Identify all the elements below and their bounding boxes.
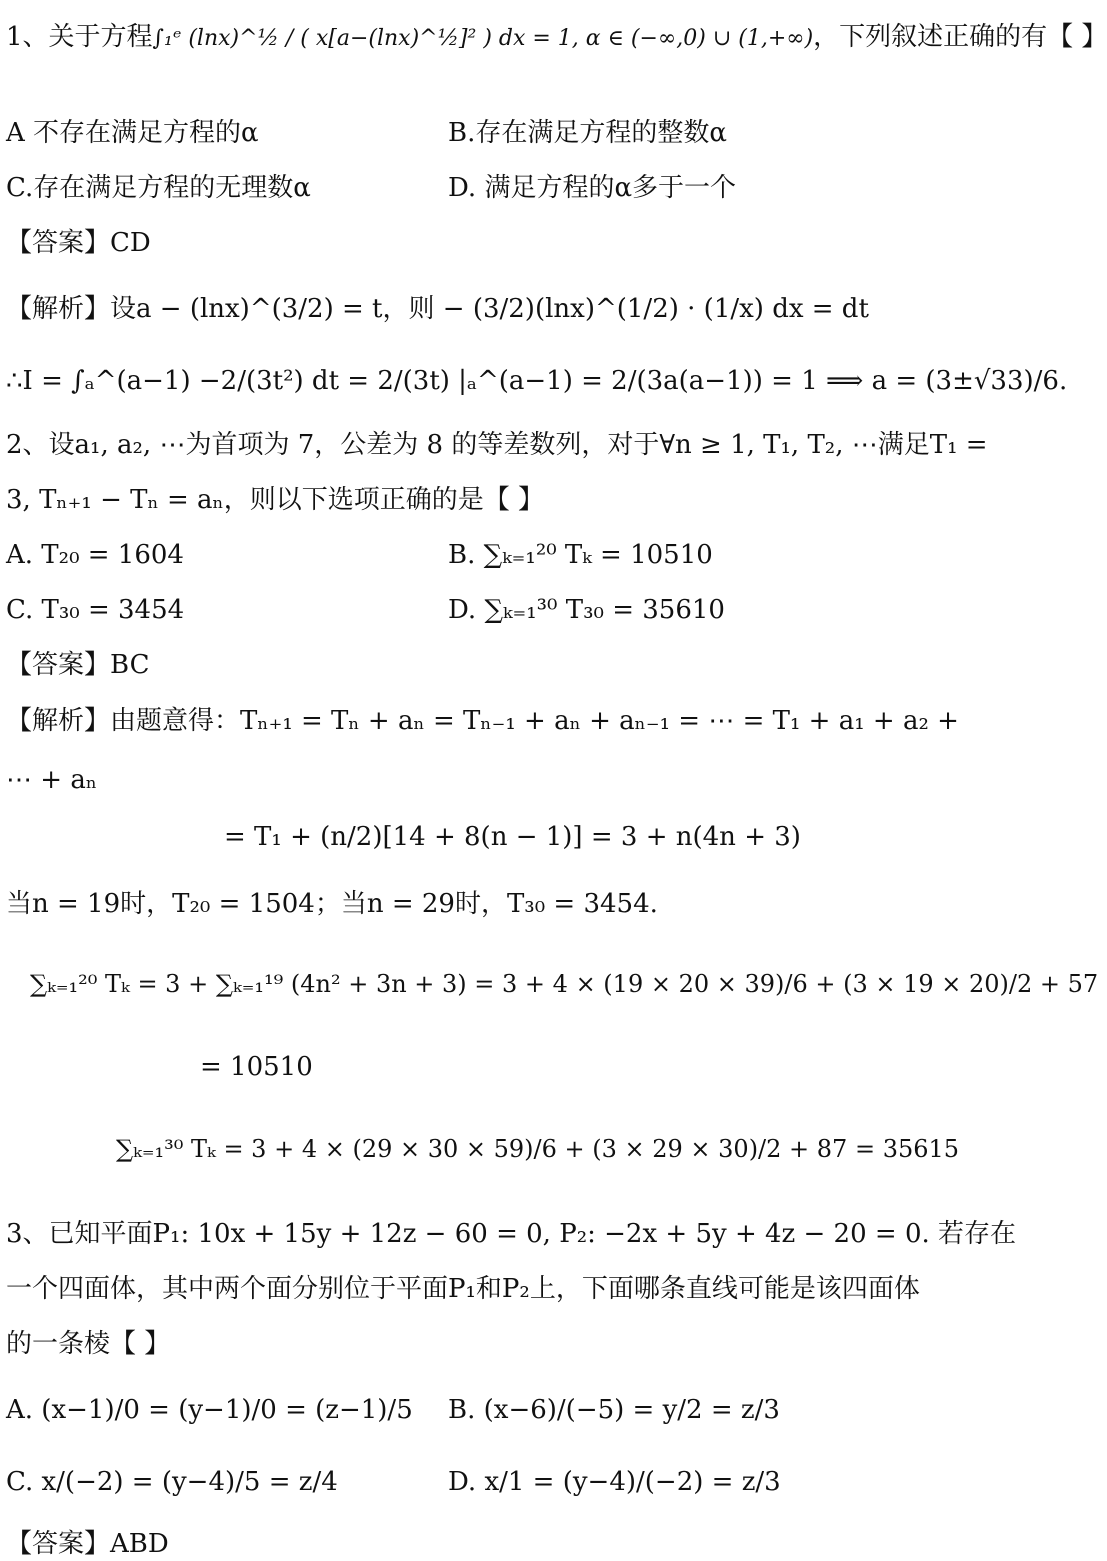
- q2-analysis-3: = T₁ + (n/2)[14 + 8(n − 1)] = 3 + n(4n + 3): [224, 822, 801, 852]
- q3-stem-2: 一个四面体，其中两个面分别位于平面P₁和P₂上，下面哪条直线可能是该四面体: [6, 1274, 920, 1304]
- q1-stem-prefix: 1、关于方程: [6, 22, 153, 52]
- q1-option-a: A 不存在满足方程的α: [6, 118, 259, 148]
- q1-option-c: C.存在满足方程的无理数α: [6, 173, 311, 203]
- q2-sum-1: ∑ₖ₌₁²⁰ Tₖ = 3 + ∑ₖ₌₁¹⁹ (4n² + 3n + 3) = 3 + 4 × (19 × 20 × 39)/6 + (3 × 19 × 20)/2 + 57: [30, 970, 1099, 998]
- q1-stem: [6, 20, 1107, 56]
- q2-option-b: B. ∑ₖ₌₁²⁰ Tₖ = 10510: [448, 540, 713, 570]
- q1-option-b: B.存在满足方程的整数α: [448, 118, 727, 148]
- q3-stem-1: 3、已知平面P₁: 10x + 15y + 12z − 60 = 0, P₂: −2x + 5y + 4z − 20 = 0. 若存在: [6, 1219, 1017, 1249]
- q2-option-a: A. T₂₀ = 1604: [6, 540, 184, 570]
- q2-analysis-1: 【解析】由题意得：Tₙ₊₁ = Tₙ + aₙ = Tₙ₋₁ + aₙ + aₙ₋₁ = ⋯ = T₁ + a₁ + a₂ +: [6, 706, 959, 736]
- q3-option-b: B. (x−6)/(−5) = y/2 = z/3: [448, 1395, 780, 1425]
- q2-analysis-4: 当n = 19时，T₂₀ = 1504；当n = 29时，T₃₀ = 3454.: [6, 889, 658, 919]
- q1-analysis-1: 【解析】设a − (lnx)^(3/2) = t，则 − (3/2)(lnx)^(1/2) · (1/x) dx = dt: [6, 294, 869, 324]
- q2-option-c: C. T₃₀ = 3454: [6, 595, 185, 625]
- q1-answer: 【答案】CD: [6, 228, 151, 258]
- q1-option-d: D. 满足方程的α多于一个: [448, 173, 737, 203]
- q3-option-d: D. x/1 = (y−4)/(−2) = z/3: [448, 1467, 781, 1497]
- q2-stem-2: 3, Tₙ₊₁ − Tₙ = aₙ，则以下选项正确的是【 】: [6, 485, 545, 515]
- q3-stem-3: 的一条棱【 】: [6, 1329, 171, 1359]
- q2-analysis-2: ⋯ + aₙ: [6, 765, 98, 795]
- q3-option-c: C. x/(−2) = (y−4)/5 = z/4: [6, 1467, 338, 1497]
- q2-sum-2: ∑ₖ₌₁³⁰ Tₖ = 3 + 4 × (29 × 30 × 59)/6 + (3 × 29 × 30)/2 + 87 = 35615: [116, 1135, 960, 1163]
- q3-option-a: A. (x−1)/0 = (y−1)/0 = (z−1)/5: [6, 1395, 413, 1425]
- q2-stem-1: 2、设a₁, a₂, ⋯为首项为 7，公差为 8 的等差数列，对于∀n ≥ 1, T₁, T₂, ⋯满足T₁ =: [6, 430, 988, 460]
- q1-analysis-2: ∴I = ∫ₐ^(a−1) −2/(3t²) dt = 2/(3t) |ₐ^(a−1) = 2/(3a(a−1)) = 1 ⟹ a = (3±√33)/6.: [6, 366, 1068, 396]
- q2-sum-1-result: = 10510: [200, 1052, 313, 1082]
- q2-option-d: D. ∑ₖ₌₁³⁰ T₃₀ = 35610: [448, 595, 725, 625]
- q1-equation: ∫₁ᵉ (lnx)^½ / ( x[a−(lnx)^½]² ) dx = 1, α ∈ (−∞,0) ∪ (1,+∞): [152, 26, 814, 51]
- q3-answer: 【答案】ABD: [6, 1529, 169, 1559]
- q2-answer: 【答案】BC: [6, 650, 150, 680]
- q1-stem-suffix: ，下列叙述正确的有【 】: [813, 22, 1107, 52]
